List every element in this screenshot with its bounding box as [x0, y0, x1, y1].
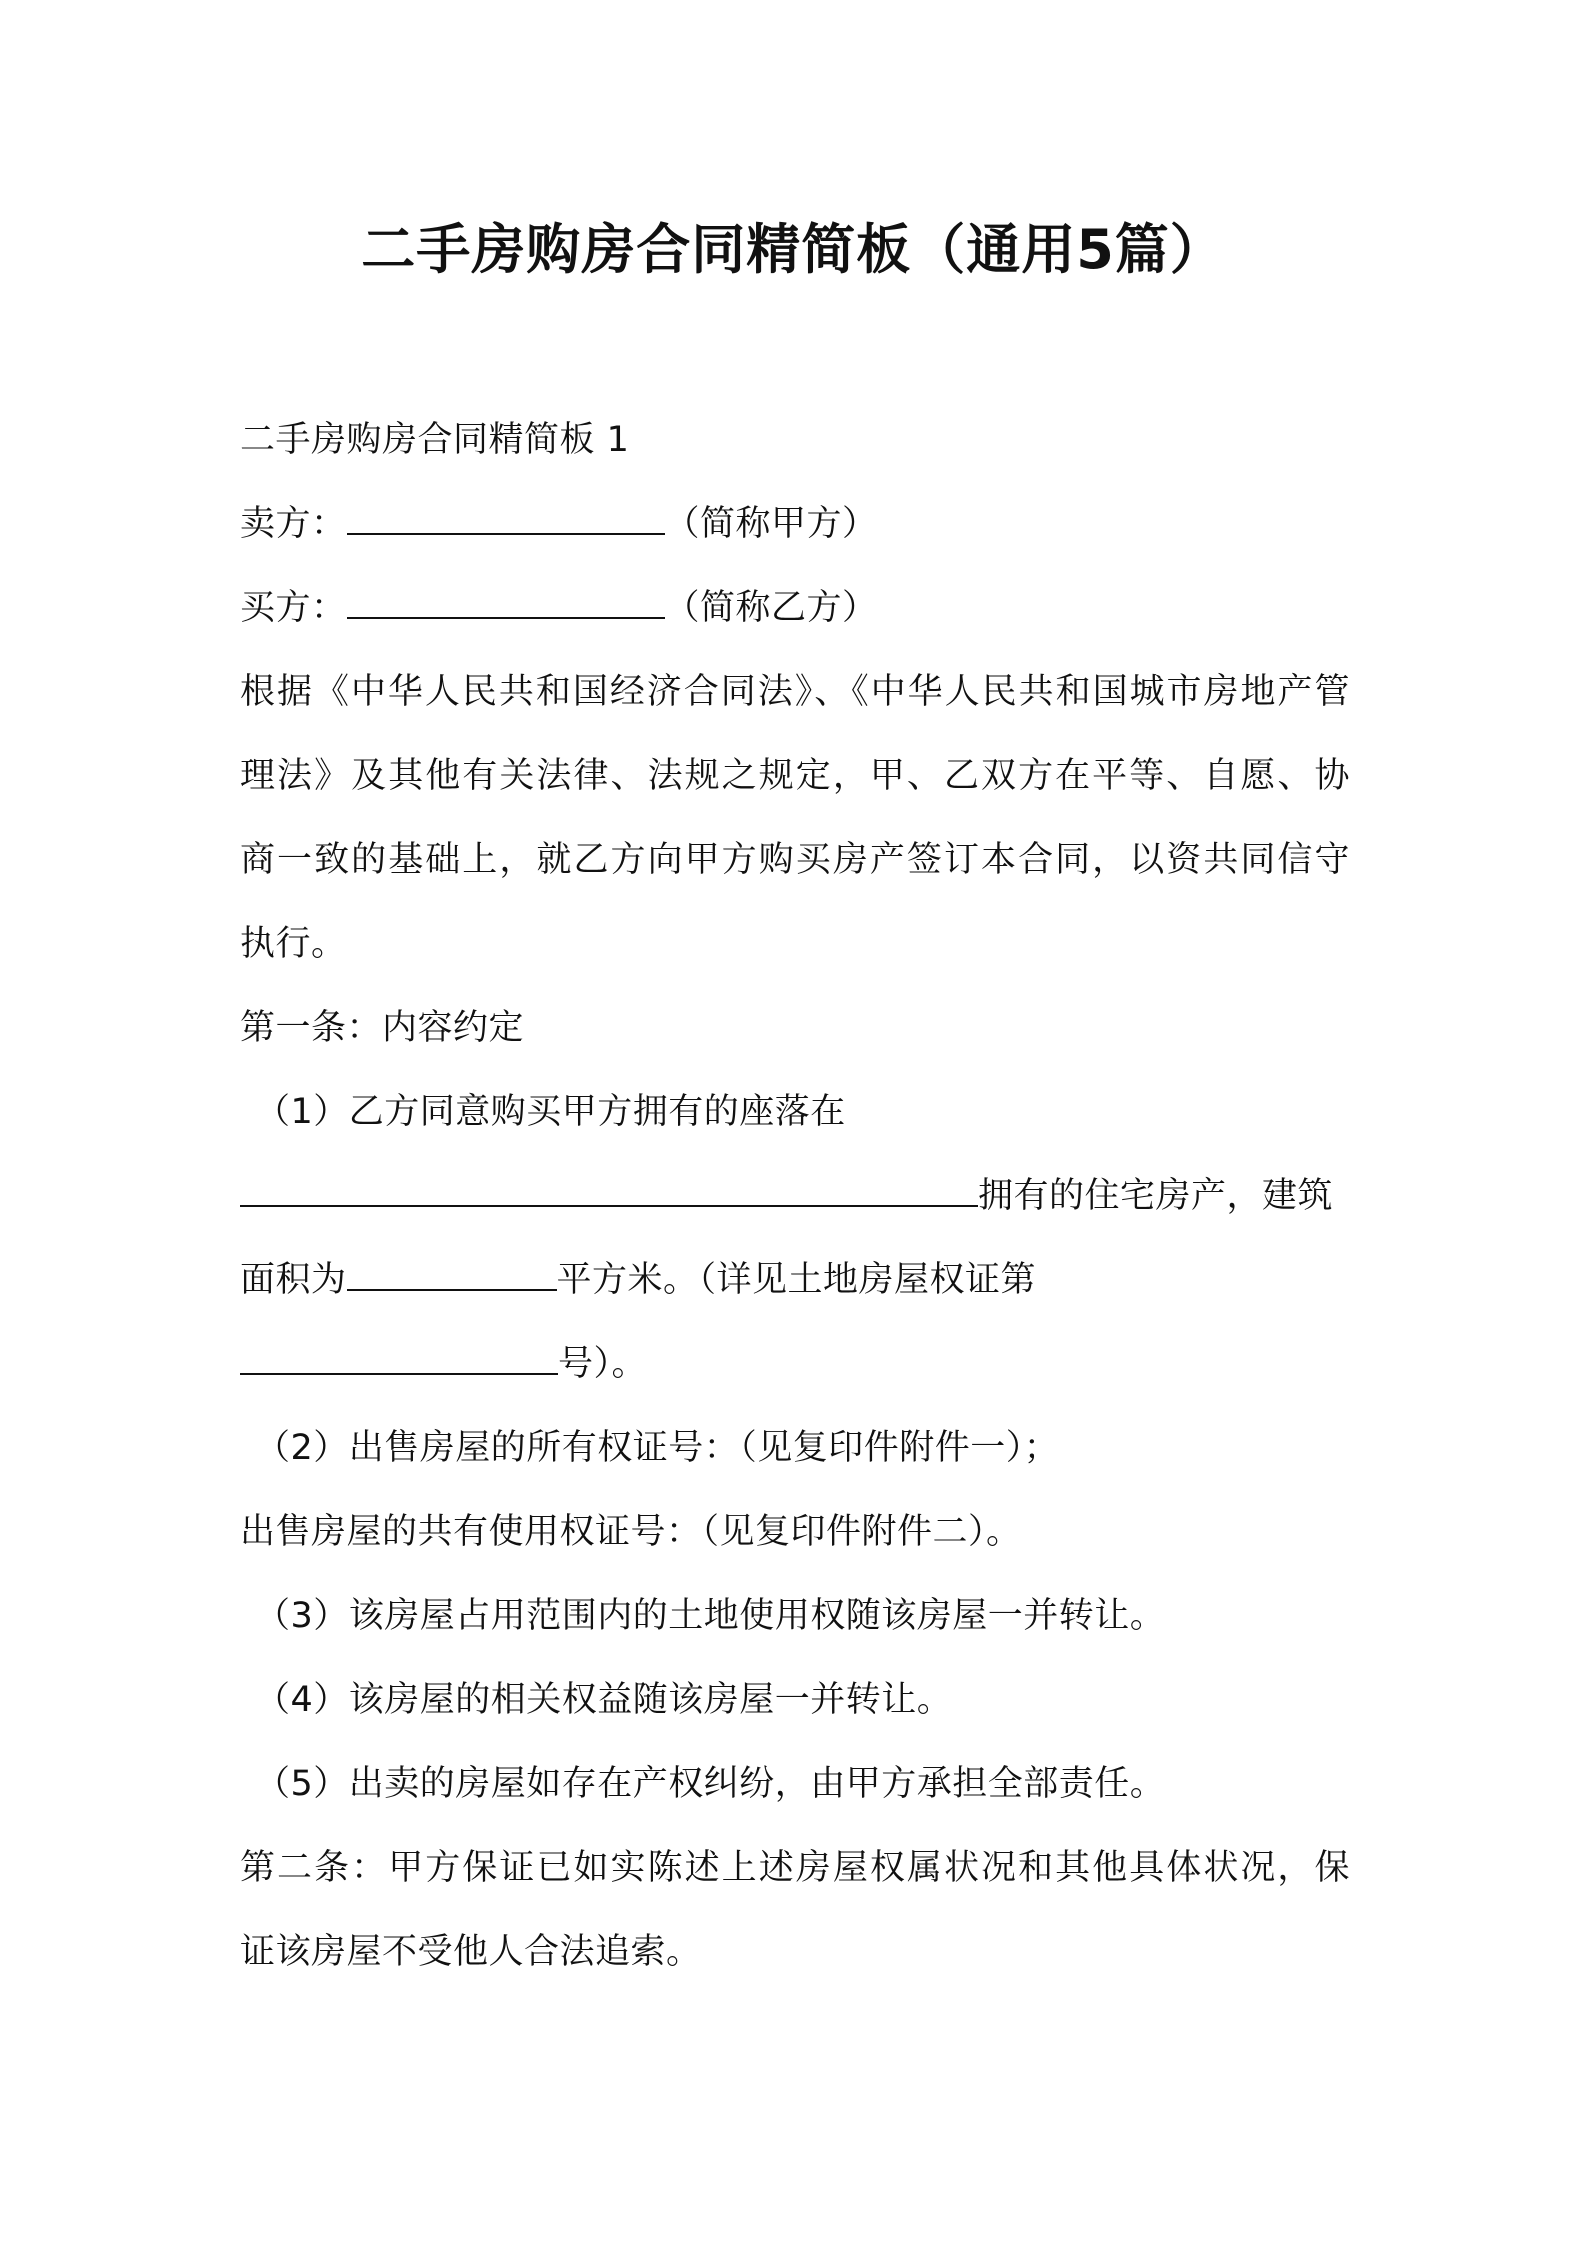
- area-suffix: 平方米。（详见土地房屋权证第: [556, 1260, 1037, 1300]
- preamble-line: 商一致的基础上，就乙方向甲方购买房产签订本合同，以资共同信守: [240, 840, 1350, 880]
- seller-label: 卖方：: [240, 504, 347, 544]
- area-prefix: 面积为: [240, 1260, 347, 1300]
- article1-item2-line1: （2）出售房屋的所有权证号：（见复印件附件一）；: [255, 1428, 1060, 1468]
- buyer-blank[interactable]: [347, 581, 665, 619]
- article1-item2-line2: 出售房屋的共有使用权证号：（见复印件附件二）。: [240, 1512, 1022, 1552]
- article2-line: 证该房屋不受他人合法追索。: [240, 1932, 702, 1972]
- item1-line2-suffix: 拥有的住宅房产，建筑: [978, 1176, 1334, 1216]
- document-title: 二手房购房合同精简板（通用5篇）: [361, 218, 1225, 281]
- article1-item1-line1: （1）乙方同意购买甲方拥有的座落在: [255, 1092, 846, 1132]
- preamble-line: 根据《中华人民共和国经济合同法》、《中华人民共和国城市房地产管: [240, 672, 1350, 712]
- buyer-label: 买方：: [240, 588, 347, 628]
- seller-blank[interactable]: [347, 497, 665, 535]
- seller-line: [240, 497, 878, 551]
- area-blank[interactable]: [347, 1253, 557, 1291]
- section-heading: 二手房购房合同精简板 1: [240, 420, 630, 460]
- seller-suffix: （简称甲方）: [664, 504, 878, 544]
- article1-item1-line4: [240, 1337, 647, 1391]
- buyer-line: [240, 581, 878, 635]
- certificate-number-blank[interactable]: [240, 1337, 558, 1375]
- buyer-suffix: （简称乙方）: [664, 588, 878, 628]
- preamble-line: 执行。: [240, 924, 347, 964]
- location-blank[interactable]: [240, 1169, 978, 1207]
- article1-item1-line3: [240, 1253, 1036, 1307]
- preamble-line: 理法》及其他有关法律、法规之规定，甲、乙双方在平等、自愿、协: [240, 756, 1350, 796]
- article1-heading: 第一条：内容约定: [240, 1008, 525, 1048]
- article1-item1-line2: [240, 1169, 1333, 1223]
- article1-item5: （5）出卖的房屋如存在产权纠纷，由甲方承担全部责任。: [255, 1764, 1166, 1804]
- certificate-suffix: 号）。: [558, 1344, 648, 1384]
- article1-item3: （3）该房屋占用范围内的土地使用权随该房屋一并转让。: [255, 1596, 1166, 1636]
- article2-line: 第二条：甲方保证已如实陈述上述房屋权属状况和其他具体状况，保: [240, 1848, 1350, 1888]
- article1-item4: （4）该房屋的相关权益随该房屋一并转让。: [255, 1680, 953, 1720]
